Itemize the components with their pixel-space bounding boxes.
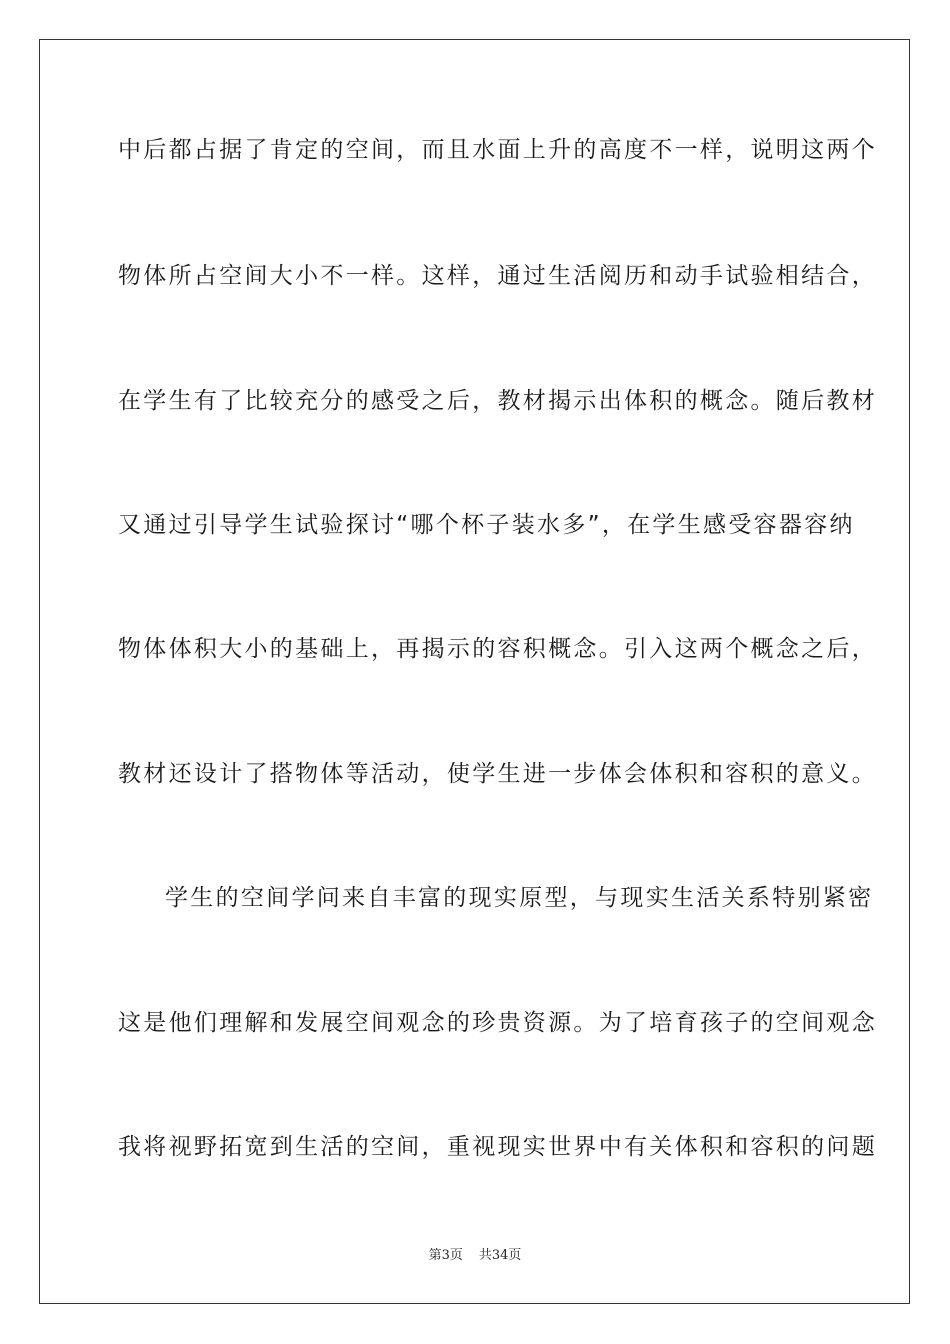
paragraph-1-line-2: 物体所占空间大小不一样。这样，通过生活阅历和动手试验相结合， — [118, 263, 877, 289]
page-border — [39, 39, 910, 1304]
paragraph-2-line-3: 我将视野拓宽到生活的空间，重视现实世界中有关体积和容积的问题 — [118, 1134, 877, 1160]
page-count: 共34页 — [478, 1248, 522, 1263]
paragraph-2-line-1: 学生的空间学问来自丰富的现实原型，与现实生活关系特别紧密 — [165, 885, 874, 911]
paragraph-1-line-5: 物体体积大小的基础上，再揭示的容积概念。引入这两个概念之后， — [118, 636, 877, 662]
paragraph-2-line-2: 这是他们理解和发展空间观念的珍贵资源。为了培育孩子的空间观念 — [118, 1010, 877, 1036]
paragraph-1-line-3: 在学生有了比较充分的感受之后，教材揭示出体积的概念。随后教材 — [118, 388, 877, 414]
page-number: 第3页 — [428, 1248, 463, 1263]
paragraph-1-line-1: 中后都占据了肯定的空间，而且水面上升的高度不一样，说明这两个 — [118, 137, 877, 163]
page-footer — [0, 1247, 950, 1265]
paragraph-1-line-4: 又通过引导学生试验探讨“哪个杯子装水多”，在学生感受容器容纳 — [118, 512, 855, 538]
paragraph-1-line-6: 教材还设计了搭物体等活动，使学生进一步体会体积和容积的意义。 — [118, 761, 877, 787]
